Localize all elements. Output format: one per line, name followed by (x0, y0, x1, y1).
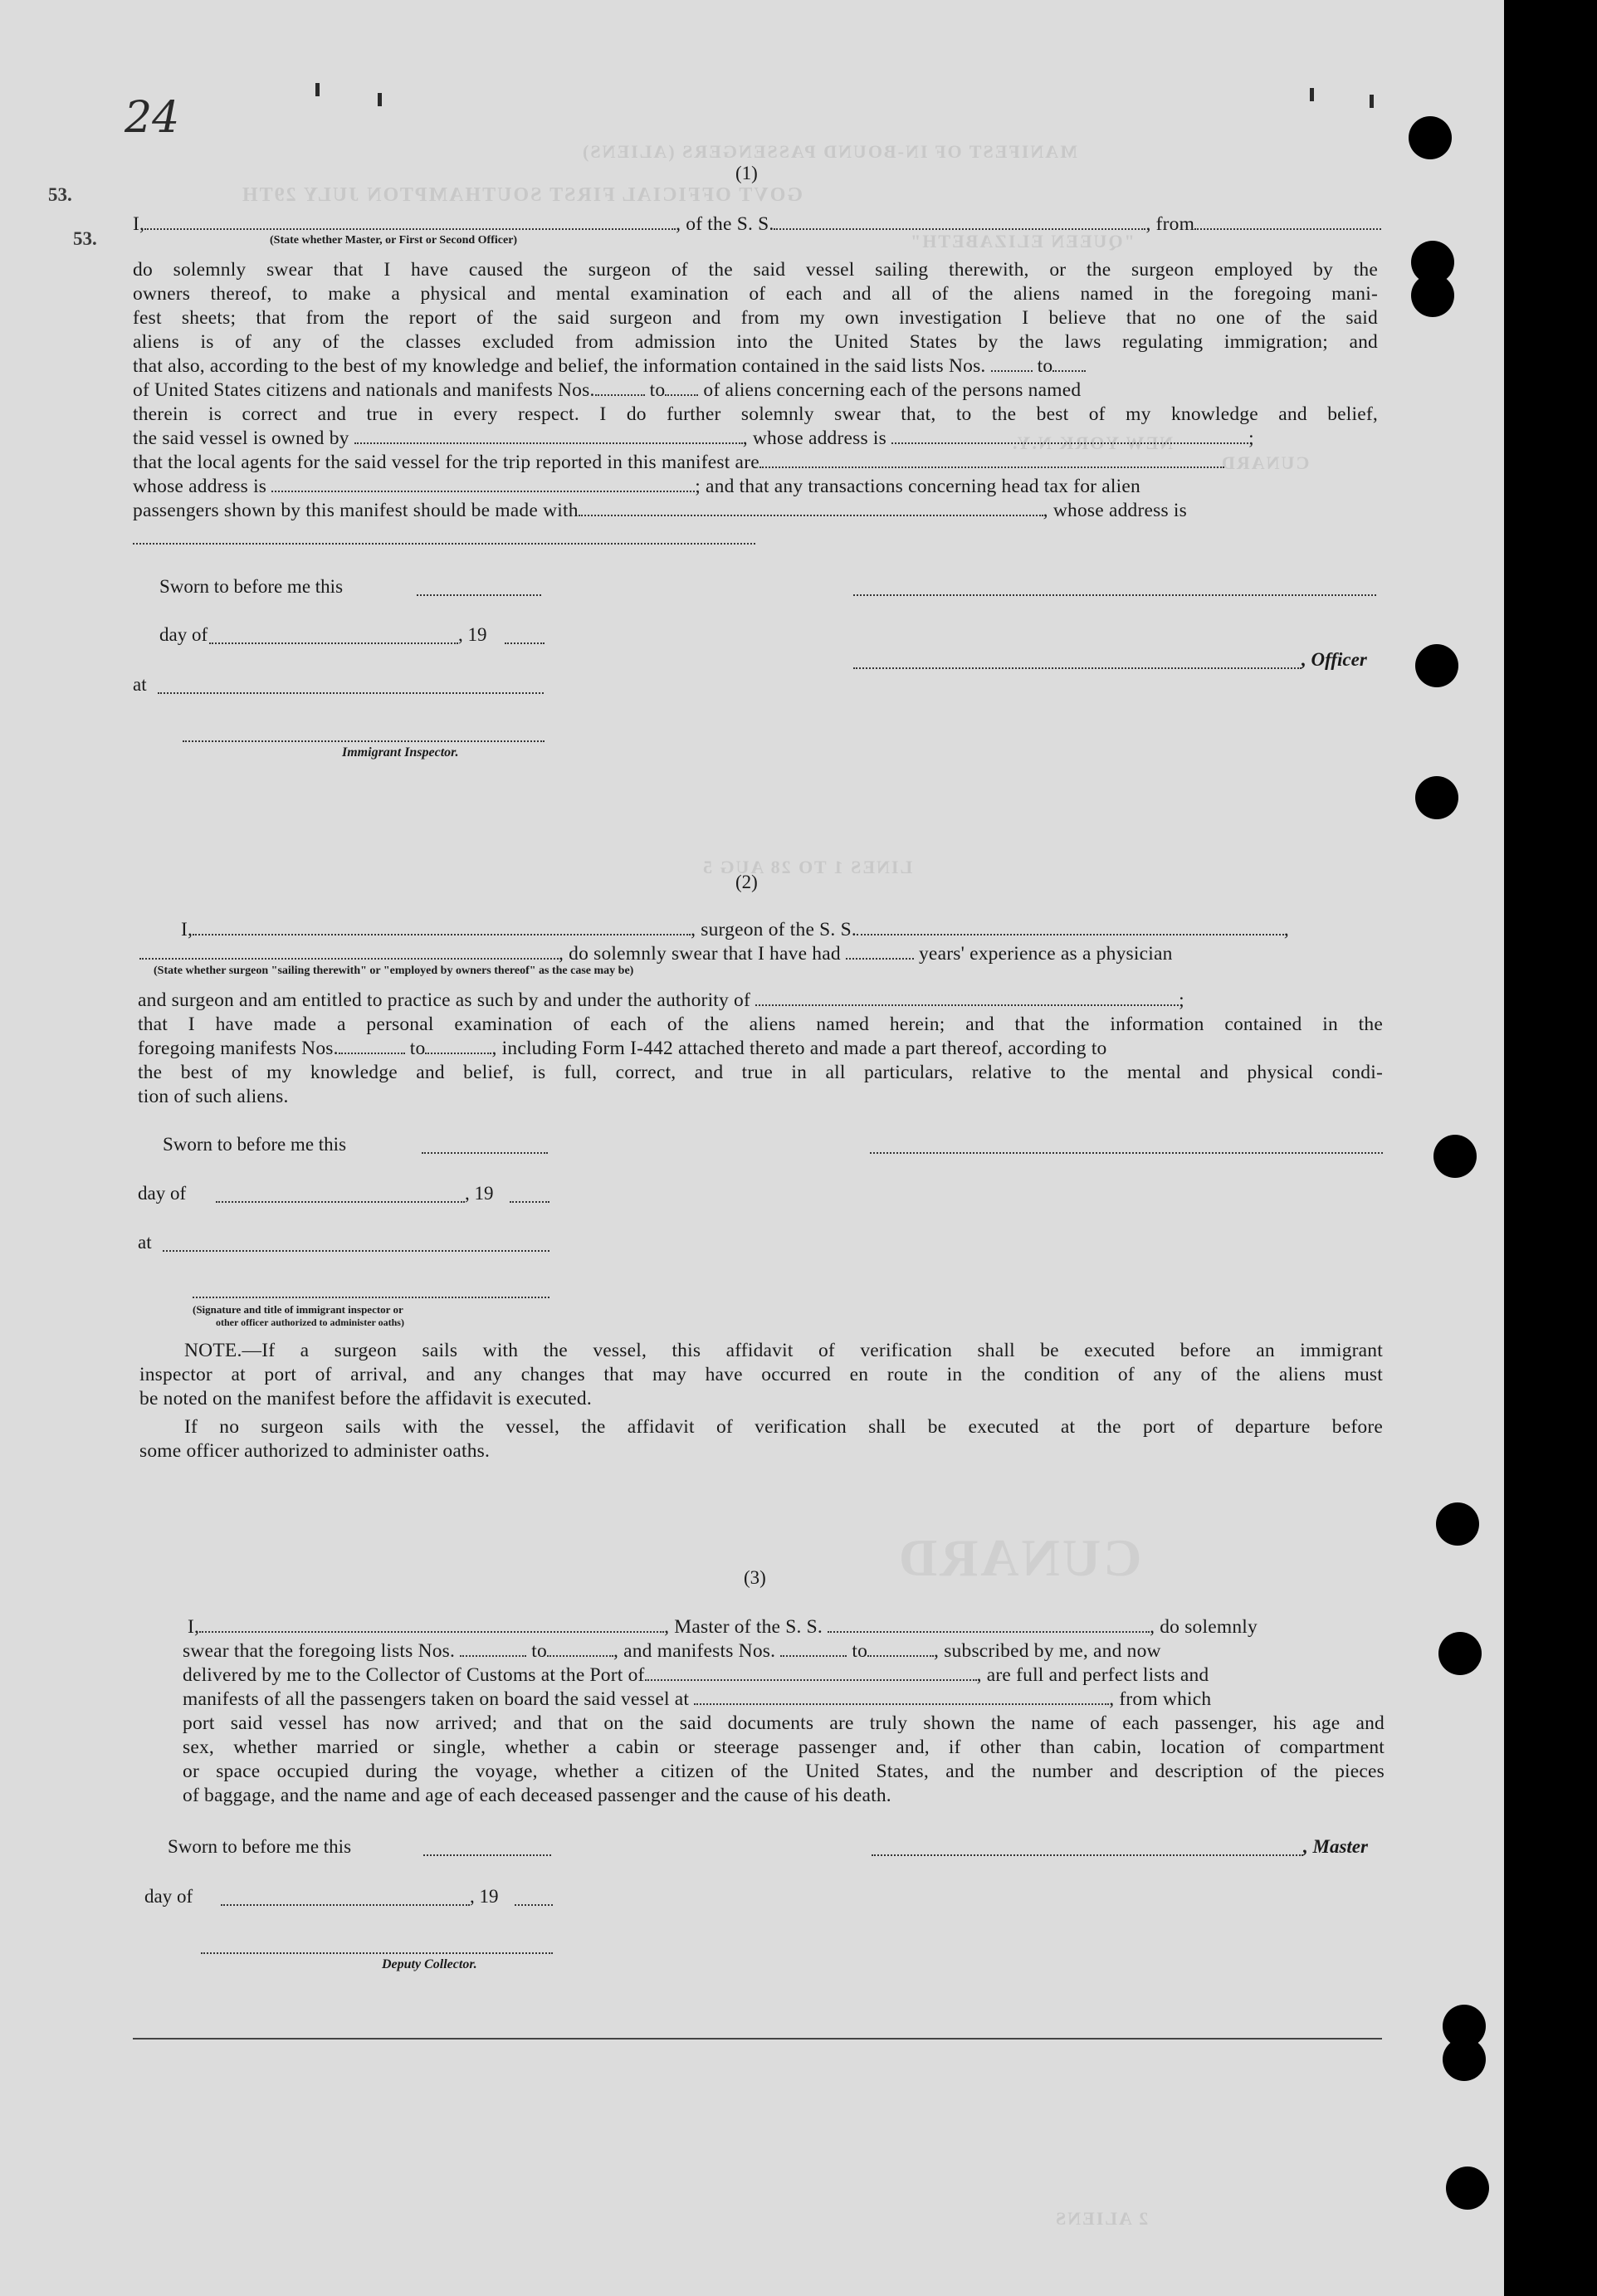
section1-text: do solemnly swear that I have caused the surgeon of the said vessel sailing therewith, or the surgeon employed by the (133, 259, 1378, 281)
section2-text: foregoing manifests Nos. to , including Form I-442 attached thereto and made a part thereof, according to (138, 1038, 1107, 1059)
note-text: some officer authorized to administer oaths. (139, 1440, 491, 1462)
left-margin-number: 53. (73, 228, 97, 249)
collector-label: Deputy Collector. (382, 1957, 477, 1971)
sworn-label: Sworn to before me this (163, 1134, 347, 1155)
punch-hole (1438, 1632, 1482, 1675)
year-line (515, 1904, 553, 1906)
punch-hole (1409, 116, 1452, 159)
section1-text: the said vessel is owned by , whose address is ; (133, 427, 1254, 449)
tick-mark (378, 93, 382, 106)
bleed-line3: "QUEEN ELIZABETH" (909, 231, 1135, 252)
collector-signature-line (201, 1952, 553, 1954)
bleed-line6: LINES 1 TO 28 AUG 5 (701, 857, 913, 877)
master-label: , Master (1303, 1836, 1368, 1857)
section3-line1: I, , Master of the S. S. , do solemnly (188, 1616, 1258, 1638)
section2-line2: , do solemnly swear that I have had years' experience as a physician (139, 942, 1385, 966)
note-text: NOTE.—If a surgeon sails with the vessel, this affidavit of verification shall be executed before an immigrant (184, 1340, 1383, 1361)
officer-rank-hint: (State whether Master, or First or Second Officer) (270, 234, 518, 247)
day-label: day of (144, 1886, 193, 1907)
bleed-line2: GOVT OFFICIAL FIRST SOUTHAMPTON JULY 29TH (241, 184, 803, 206)
year-line (510, 1201, 549, 1203)
punch-hole (1446, 2167, 1489, 2210)
sworn-date-line (417, 594, 541, 596)
sworn-label: Sworn to before me this (159, 576, 344, 597)
section-number: (1) (735, 163, 758, 183)
section1-text: aliens is of any of the classes excluded from admission into the United States by the laws regulating immigration; and (133, 331, 1378, 353)
day-line (209, 642, 458, 644)
master-signature-line (872, 1854, 1303, 1856)
section1-text: that also, according to the best of my knowledge and belief, the information contained in the said lists Nos. to (133, 354, 1378, 379)
punch-hole (1415, 776, 1458, 819)
section3-text: or space occupied during the voyage, whether a citizen of the United States, and the number and description of the pieces (183, 1761, 1385, 1782)
year-label: , 19 (465, 1183, 494, 1204)
punch-hole (1436, 1502, 1479, 1546)
section-number: (3) (744, 1567, 766, 1588)
at-line (158, 692, 544, 694)
section3-text: of baggage, and the name and age of each deceased passenger and the cause of his death. (183, 1785, 891, 1806)
section2-text: and surgeon and am entitled to practice as such by and under the authority of ; (138, 989, 1184, 1011)
at-label: at (133, 674, 147, 695)
section1-text: therein is correct and true in every respect. I do further solemnly swear that, to the best of my knowledge and belief, (133, 403, 1378, 425)
section3-text: port said vessel has now arrived; and that on the said documents are truly shown the name of each passenger, his age and (183, 1712, 1385, 1734)
section3-text: sex, whether married or single, whether a cabin or steerage passenger and, if other than cabin, location of compartment (183, 1737, 1385, 1758)
punch-hole (1415, 644, 1458, 687)
sworn-label: Sworn to before me this (168, 1836, 352, 1857)
sworn-date-line (423, 1854, 551, 1856)
section2-line1: I, , surgeon of the S. S. , (181, 919, 1289, 940)
signature-hint: other officer authorized to administer oaths) (216, 1317, 404, 1328)
address-line (133, 543, 755, 545)
section-number: (2) (735, 872, 758, 892)
inspector-label: Immigrant Inspector. (342, 745, 459, 760)
signature-hint: (Signature and title of immigrant inspector or (193, 1303, 403, 1316)
section1-text: fest sheets; that from the report of the said surgeon and from my own investigation I believe that no one of the said (133, 307, 1378, 329)
bleed-line4: NEW YORK N.Y. (1011, 432, 1174, 453)
section1-text: that the local agents for the said vessel for the trip reported in this manifest are (133, 451, 1378, 475)
bleed-big: CUNARD (896, 1528, 1142, 1587)
note-text: inspector at port of arrival, and any changes that may have occurred en route in the condition of any of the aliens must (139, 1364, 1383, 1385)
tick-mark (1310, 88, 1314, 101)
officer-label: , Officer (1302, 649, 1367, 670)
officer-signature-line (853, 594, 1376, 596)
surgeon-signature-line (870, 1152, 1383, 1154)
section3-text: delivered by me to the Collector of Customs at the Port of , are full and perfect lists and (183, 1664, 1209, 1686)
note-text: If no surgeon sails with the vessel, the affidavit of verification shall be executed at the port of departure before (184, 1416, 1383, 1438)
punch-hole (1433, 1135, 1477, 1178)
at-label: at (138, 1232, 152, 1253)
year-line (505, 642, 545, 644)
section3-text: swear that the foregoing lists Nos. to , and manifests Nos. to , subscribed by me, and now (183, 1640, 1161, 1662)
day-line (216, 1201, 465, 1203)
section2-text: tion of such aliens. (138, 1086, 289, 1107)
handwritten-page-number: 24 (125, 93, 180, 143)
section1-text: owners thereof, to make a physical and mental examination of each and all of the aliens named in the foregoing mani- (133, 283, 1378, 305)
section1-line1: I, , of the S. S. , from (133, 213, 1378, 237)
bleed-line5: CUNARD (1220, 452, 1310, 473)
section1-text: passengers shown by this manifest should be made with , whose address is (133, 500, 1187, 521)
section2-text: the best of my knowledge and belief, is full, correct, and true in all particulars, relative to the mental and physical condi- (138, 1062, 1383, 1083)
day-label: day of (159, 624, 208, 645)
bottom-rule (133, 2038, 1382, 2040)
tick-mark (315, 83, 320, 96)
at-line (163, 1250, 549, 1252)
section1-text: whose address is ; and that any transactions concerning head tax for alien (133, 476, 1140, 497)
bleed-footer: 2 ALIENS (1054, 2208, 1149, 2229)
punch-hole (1443, 2005, 1486, 2081)
officer-line (853, 667, 1302, 669)
bleed-header: MANIFEST OF IN-BOUND PASSENGERS (ALIENS) (581, 141, 1077, 162)
year-label: , 19 (470, 1886, 499, 1907)
section2-text: that I have made a personal examination of each of the aliens named herein; and that the information contained in the (138, 1014, 1383, 1035)
section1-text: of United States citizens and nationals and manifests Nos. to of aliens concerning each of the persons named (133, 379, 1082, 401)
surgeon-type-hint: (State whether surgeon "sailing therewith" or "employed by owners thereof" as the case may be) (154, 965, 634, 977)
inspector-signature-line (193, 1297, 549, 1298)
left-margin-number: 53. (48, 184, 72, 205)
punch-hole (1411, 241, 1454, 317)
day-label: day of (138, 1183, 187, 1204)
note-text: be noted on the manifest before the affidavit is executed. (139, 1388, 592, 1409)
section3-text: manifests of all the passengers taken on board the said vessel at , from which (183, 1688, 1212, 1710)
inspector-signature-line (183, 740, 545, 742)
year-label: , 19 (458, 624, 487, 645)
sworn-date-line (422, 1152, 548, 1154)
tick-mark (1370, 95, 1374, 108)
day-line (221, 1904, 470, 1906)
